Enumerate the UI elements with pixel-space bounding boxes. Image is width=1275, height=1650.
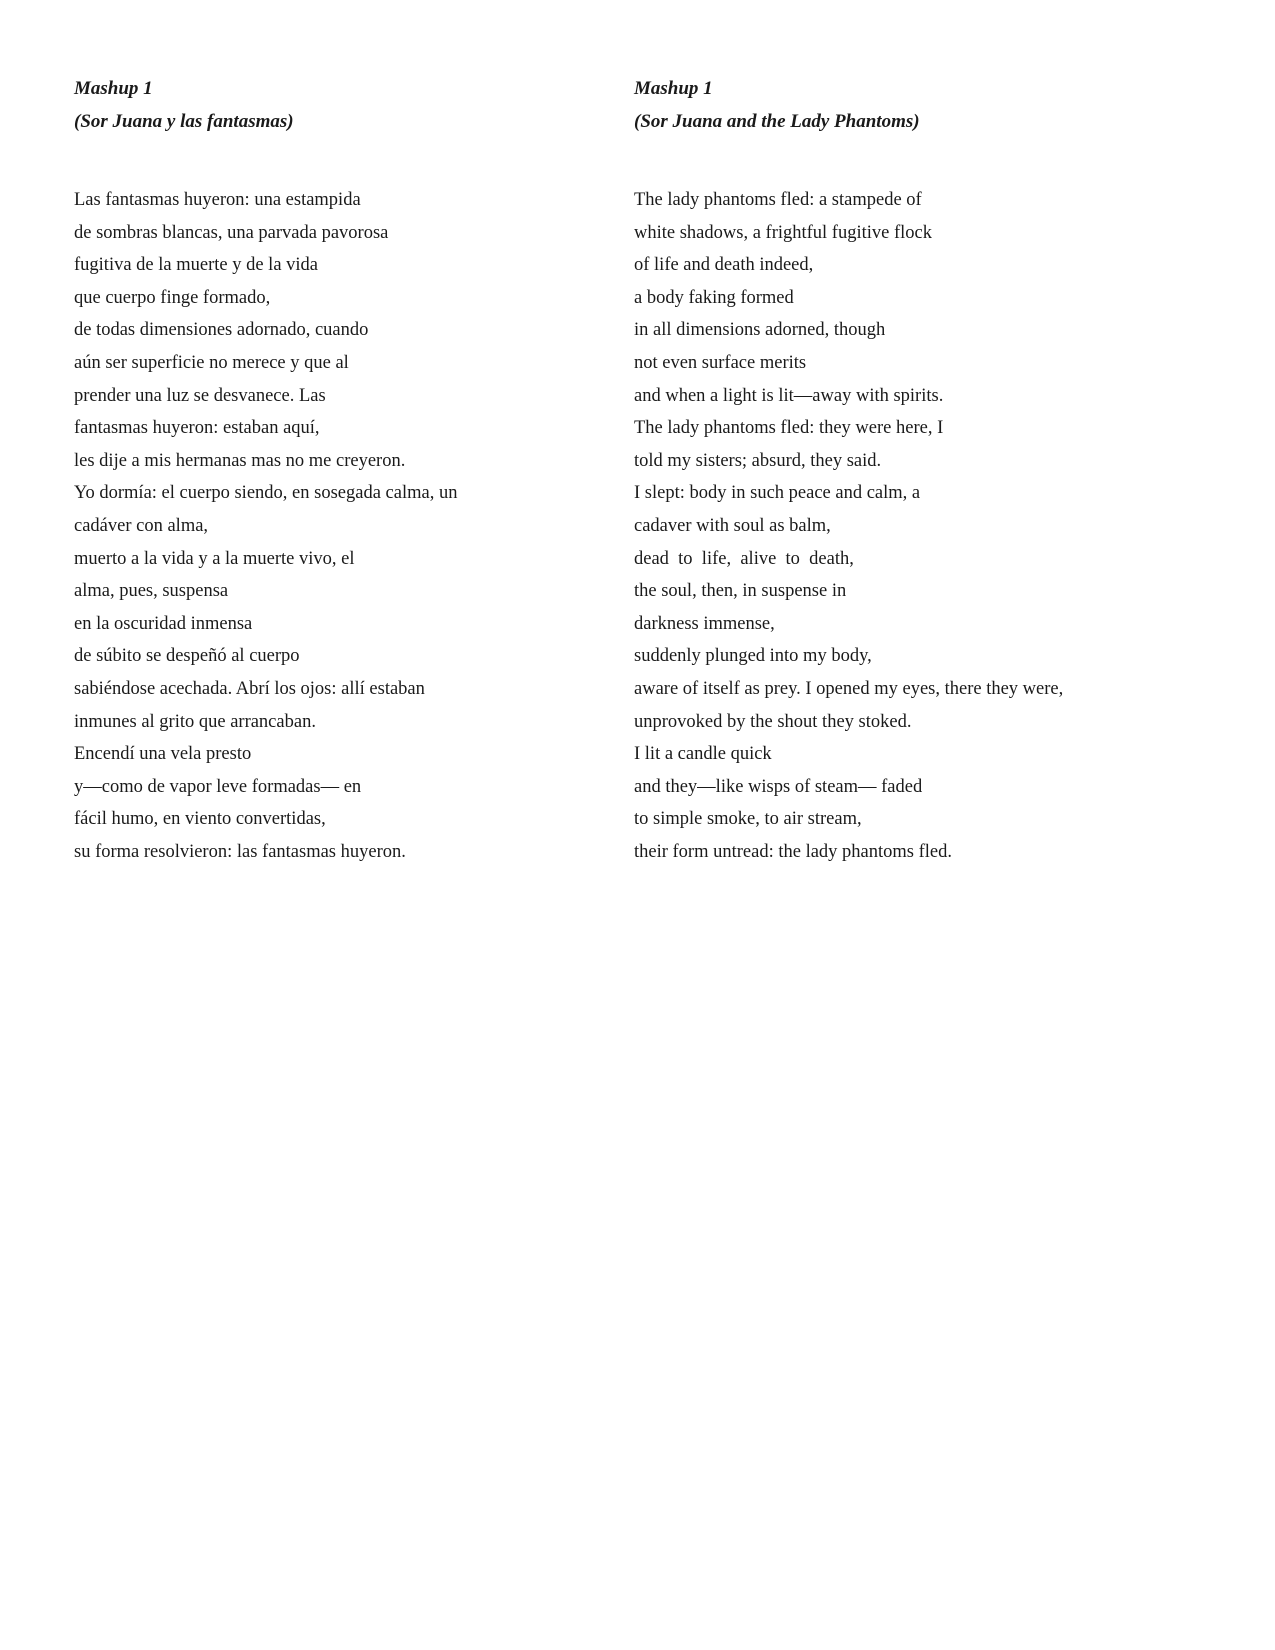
poem-line: Encendí una vela presto [74,744,252,765]
poem-title: Mashup 1 [74,78,153,99]
poem-line: de sombras blancas, una parvada pavorosa [74,222,389,243]
english-poem-column [634,72,1234,868]
poem-line: I slept: body in such peace and calm, a [634,483,921,504]
poem-line: not even surface merits [634,352,807,373]
poem-line: de súbito se despeñó al cuerpo [74,646,300,667]
poem-line: fácil humo, en viento convertidas, [74,809,326,830]
poem-line: aún ser superficie no merece y que al [74,352,349,373]
poem-line: The lady phantoms fled: they were here, I [634,418,944,439]
poem-line: to simple smoke, to air stream, [634,809,862,830]
poem-line: a body faking formed [634,287,794,308]
poem-line: fugitiva de la muerte y de la vida [74,255,319,276]
poem-line: fantasmas huyeron: estaban aquí, [74,418,320,439]
poem-line: I lit a candle quick [634,744,772,765]
poem-line: The lady phantoms fled: a stampede of [634,190,922,210]
poem-subtitle: (Sor Juana y las fantasmas) [74,111,294,132]
poem-line: of life and death indeed, [634,255,814,276]
poem-line: their form untread: the lady phantoms fled. [634,841,953,862]
poem-line: alma, pues, suspensa [74,581,229,602]
poem-line: y—como de vapor leve formadas— en [74,776,362,797]
poem-line: dead to life, alive to death, [634,548,854,569]
poem-body [634,184,1234,868]
poem-line: Yo dormía: el cuerpo siendo, en sosegada calma, un [74,483,458,504]
poem-line: en la oscuridad inmensa [74,613,253,634]
poem-line: muerto a la vida y a la muerte vivo, el [74,548,355,569]
poem-line: unprovoked by the shout they stoked. [634,711,912,732]
poem-line: inmunes al grito que arrancaban. [74,711,316,732]
poem-title: Mashup 1 [634,78,713,99]
poem-subtitle: (Sor Juana and the Lady Phantoms) [634,111,920,132]
poem-line: the soul, then, in suspense in [634,581,847,602]
spanish-poem-column [74,72,594,868]
poem-line: darkness immense, [634,613,775,634]
poem-line: cadaver with soul as balm, [634,515,831,536]
poem-line: cadáver con alma, [74,515,209,536]
poem-line: told my sisters; absurd, they said. [634,450,882,471]
poem-line: and when a light is lit—away with spirits. [634,385,944,406]
poem-line: white shadows, a frightful fugitive flock [634,222,932,243]
poem-line: in all dimensions adorned, though [634,320,886,341]
poem-body [74,184,594,868]
poem-line: prender una luz se desvanece. Las [74,385,326,406]
poem-line: les dije a mis hermanas mas no me creyeron. [74,450,406,471]
poem-line: aware of itself as prey. I opened my eyes, there they were, [634,678,1064,699]
poem-line: suddenly plunged into my body, [634,646,872,667]
poem-line: and they—like wisps of steam— faded [634,776,923,797]
poem-line: Las fantasmas huyeron: una estampida [74,190,361,210]
poem-line: sabiéndose acechada. Abrí los ojos: allí estaban [74,678,425,699]
poem-line: de todas dimensiones adornado, cuando [74,320,369,341]
poem-line: su forma resolvieron: las fantasmas huyeron. [74,841,406,862]
poem-line: que cuerpo finge formado, [74,287,271,308]
